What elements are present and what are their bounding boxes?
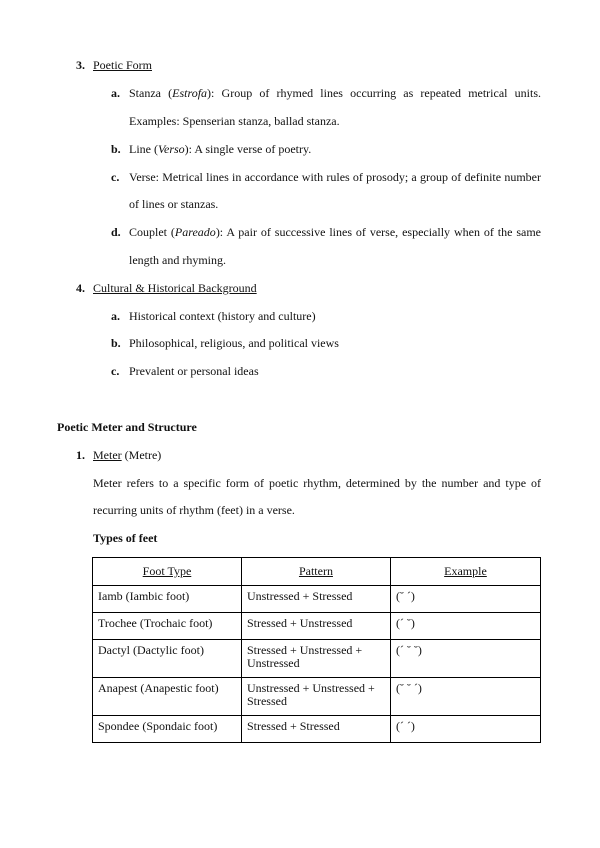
foot-type-cell: Dactyl (Dactylic foot)	[93, 640, 242, 678]
table-row	[93, 716, 541, 743]
item-3b-text: Line (Verso): A single verse of poetry.	[129, 142, 312, 156]
item-4a-label: a.	[111, 309, 120, 323]
table-row	[93, 613, 541, 640]
pattern-cell: Stressed + Unstressed + Unstressed	[241, 640, 390, 678]
example-cell: (´ ´)	[390, 716, 540, 743]
table-row	[93, 640, 541, 678]
section-heading: Poetic Meter and Structure	[57, 420, 197, 434]
item-3d-text: Couplet (Pareado): A pair of successive lines of verse, especially when of the same	[129, 225, 542, 239]
example-cell: (´ ˘)	[390, 613, 540, 640]
item-3b-label: b.	[111, 142, 121, 156]
item-4a-text: Historical context (history and culture)	[129, 309, 316, 323]
meter-paragraph-line2: recurring units of rhythm (feet) in a verse.	[93, 503, 295, 517]
example-cell: (˘ ´)	[390, 586, 540, 613]
pattern-cell: Unstressed + Stressed	[241, 586, 390, 613]
item-3c-cont: of lines or stanzas.	[129, 197, 219, 211]
example-cell: (´ ˘ ˘)	[390, 640, 540, 678]
section-4-number: 4.	[76, 281, 85, 295]
item-3d-label: d.	[111, 225, 121, 239]
item-3d-cont: length and rhyming.	[129, 253, 226, 267]
foot-type-cell: Anapest (Anapestic foot)	[93, 678, 242, 716]
item-3c-label: c.	[111, 170, 120, 184]
item-3a-cont: Examples: Spenserian stanza, ballad stanza.	[129, 114, 340, 128]
header-pattern: Pattern	[241, 558, 390, 586]
header-foot-type: Foot Type	[93, 558, 242, 586]
example-cell: (˘ ˘ ´)	[390, 678, 540, 716]
foot-type-cell: Spondee (Spondaic foot)	[93, 716, 242, 743]
meter-number: 1.	[76, 448, 85, 462]
header-example: Example	[390, 558, 540, 586]
pattern-cell: Stressed + Stressed	[241, 716, 390, 743]
table-row	[93, 678, 541, 716]
meter-title: Meter (Metre)	[93, 448, 162, 462]
feet-heading: Types of feet	[93, 531, 158, 545]
foot-type-cell: Iamb (Iambic foot)	[93, 586, 242, 613]
item-4c-label: c.	[111, 364, 120, 378]
foot-type-cell: Trochee (Trochaic foot)	[93, 613, 242, 640]
item-4c-text: Prevalent or personal ideas	[129, 364, 259, 378]
section-4-title: Cultural & Historical Background	[93, 281, 257, 295]
pattern-cell: Stressed + Unstressed	[241, 613, 390, 640]
pattern-cell: Unstressed + Unstressed + Stressed	[241, 678, 390, 716]
item-3a-text: Stanza (Estrofa): Group of rhymed lines occurring as repeated metrical units.	[129, 86, 541, 100]
feet-table	[92, 557, 541, 743]
section-3-title: Poetic Form	[93, 58, 152, 72]
section-3-number: 3.	[76, 58, 85, 72]
table-row	[93, 586, 541, 613]
item-3c-text: Verse: Metrical lines in accordance with rules of prosody; a group of definite number	[129, 170, 541, 184]
item-4b-label: b.	[111, 336, 121, 350]
item-3a-label: a.	[111, 86, 120, 100]
meter-paragraph-line1: Meter refers to a specific form of poetic rhythm, determined by the number and type of	[93, 476, 541, 490]
item-4b-text: Philosophical, religious, and political views	[129, 336, 339, 350]
table-header-row	[93, 558, 541, 586]
